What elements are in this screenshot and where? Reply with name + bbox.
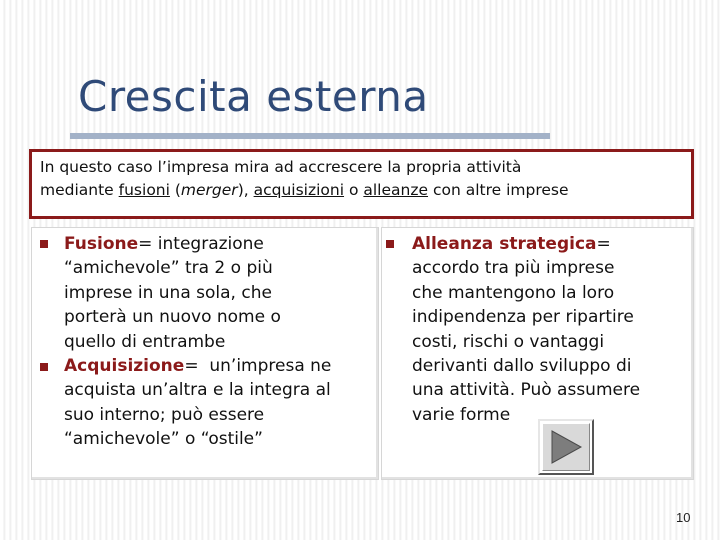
fusione-text: imprese in una sola, che <box>64 282 272 303</box>
fusione-term: Fusione <box>64 234 139 254</box>
acquisizione-line <box>64 354 378 378</box>
alleanza-text: una attività. Può assumere <box>412 380 641 401</box>
acquisizione-text: “amichevole” o “ostile” <box>64 429 263 450</box>
fusione-text: = integrazione <box>138 234 264 254</box>
fusione-line <box>64 232 376 256</box>
acquisizione-text: suo interno; può essere <box>64 404 265 425</box>
acquisizione-term: Acquisizione <box>64 356 185 376</box>
fusione-paragraph <box>64 232 376 354</box>
fusione-text: porterà un nuovo nome o <box>64 307 281 328</box>
alleanza-text: costi, rischi o vantaggi <box>412 331 605 352</box>
play-triangle-icon <box>549 429 583 465</box>
alleanza-text: indipendenza per ripartire <box>412 307 634 328</box>
alleanza-text: derivanti dallo sviluppo di <box>412 356 632 377</box>
acquisizione-text: acquista un’altra e la integra al <box>64 380 331 401</box>
square-bullet-icon <box>40 363 48 371</box>
page-number: 10 <box>676 510 691 525</box>
acquisizione-text: = un’impresa ne <box>184 356 332 376</box>
square-bullet-icon <box>40 240 48 248</box>
alleanza-text: accordo tra più imprese <box>412 258 615 279</box>
intro-text-mid2: ), <box>237 181 254 199</box>
intro-text-mid3: o <box>344 181 364 199</box>
intro-text-post: con altre imprese <box>428 181 569 199</box>
intro-term-acquisizioni: acquisizioni <box>253 181 345 199</box>
alleanza-text: che mantengono la loro <box>412 282 615 303</box>
acquisizione-paragraph <box>64 354 378 452</box>
intro-term-merger: merger <box>180 181 238 199</box>
intro-term-alleanze: alleanze <box>363 181 429 199</box>
alleanza-text: = <box>596 234 611 254</box>
intro-box <box>29 149 694 219</box>
fusione-text: quello di entrambe <box>64 331 226 352</box>
alleanza-text: varie forme <box>412 404 511 425</box>
intro-line-2 <box>40 179 683 202</box>
alleanza-paragraph <box>412 232 692 427</box>
play-button-face[interactable] <box>542 423 590 471</box>
intro-text-pre: mediante <box>40 181 119 199</box>
intro-term-fusioni: fusioni <box>118 181 170 199</box>
alleanza-term: Alleanza strategica <box>412 234 597 254</box>
intro-line-1 <box>40 156 683 179</box>
square-bullet-icon <box>386 240 394 248</box>
intro-text-mid1: ( <box>169 181 181 199</box>
slide-title: Crescita esterna <box>78 72 429 121</box>
fusione-text: “amichevole” tra 2 o più <box>64 258 273 279</box>
title-underline <box>70 133 550 139</box>
intro-text-1: In questo caso l’impresa mira ad accrescere la propria attività <box>40 158 522 176</box>
play-button[interactable] <box>538 419 594 475</box>
alleanza-line <box>412 232 692 256</box>
